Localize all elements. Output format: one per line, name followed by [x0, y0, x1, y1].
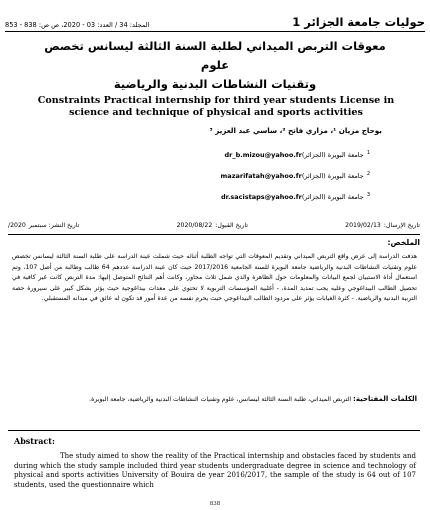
- arabic-keywords: [12, 394, 417, 406]
- arabic-title: [30, 37, 400, 94]
- affiliation-number: 1: [366, 150, 370, 156]
- english-title-line: Constraints Practical internship for third year students License in: [37, 95, 395, 106]
- affiliation-institution: جامعة البويرة (الجزائر): [301, 151, 364, 160]
- date-sent-value: 2019/02/13: [345, 222, 381, 229]
- affiliation-3: [209, 192, 370, 201]
- arabic-abstract-heading: الملخص:: [387, 238, 420, 247]
- journal-header: [5, 9, 425, 29]
- affiliation-1: [213, 150, 370, 159]
- english-title: [20, 95, 412, 119]
- header-divider: [5, 31, 425, 32]
- author-email: dr.sacistaps@yahoo.fr: [221, 193, 302, 202]
- author-list: بوحاج مزيان ¹، مزاري فاتح ²، ساسي عبد العزيز ³: [209, 126, 382, 135]
- date-published: [8, 222, 79, 234]
- date-accepted-value: 2020/08/22: [176, 222, 213, 229]
- english-abstract-heading: Abstract:: [14, 436, 55, 446]
- affiliation-institution: جامعة البويرة (الجزائر): [301, 172, 364, 181]
- arabic-title-line: وتقنيات النشاطات البدنية والرياضية: [113, 77, 317, 91]
- author-email: dr_b.mizou@yahoo.fr: [224, 151, 302, 160]
- date-sent-label: تاريخ الإرسال:: [383, 222, 420, 229]
- publication-dates: [8, 222, 420, 234]
- abstract-divider: [8, 430, 420, 431]
- dates-divider: [8, 234, 420, 235]
- journal-title: حوليات جامعة الجزائر 1: [292, 15, 425, 29]
- affiliation-number: 2: [366, 171, 370, 177]
- keywords-text: التربص الميداني، طلبة السنة الثالثة ليسانس، علوم وتقنيات النشاطات البدنية والرياضية، جامعة البويرة.: [89, 396, 352, 403]
- author-email: mazarifatah@yahoo.fr: [220, 172, 302, 181]
- date-accepted: [177, 222, 248, 234]
- date-published-label: تاريخ النشر: سبتمبر: [28, 222, 80, 229]
- english-abstract-body: The study aimed to show the reality of the Practical internship and obstacles faced by students and during which the study sample included third year students undergraduate degree in science and technology of physical and sports activities University of Bouira de year 2016/2017, the sample of the study is 64 out of 107 students, used the questionnaire which: [14, 452, 416, 489]
- page-number: 838: [209, 501, 221, 507]
- issue-info: المجلد: 34 / العدد: 03 - 2020، ص ص: 838 - 853: [5, 21, 150, 29]
- date-accepted-label: تاريخ القبول:: [215, 222, 248, 229]
- affiliation-2: [209, 171, 370, 180]
- english-title-line: science and technique of physical and sports activities: [69, 107, 363, 118]
- affiliation-institution: جامعة البويرة (الجزائر): [301, 193, 364, 202]
- date-sent: [345, 222, 420, 234]
- keywords-label: الكلمات المفتاحية:: [353, 395, 417, 403]
- affiliation-number: 3: [366, 192, 370, 198]
- date-published-value: 2020/: [8, 222, 26, 229]
- arabic-title-line: معوقات التربص الميداني لطلبة السنة الثالثة ليسانس تخصص علوم: [44, 39, 386, 72]
- arabic-abstract-body: هدفت الدراسة إلى عرض واقع التربص الميداني وتقديم المعوقات التي تواجه الطلبة أثنائه حيث شملت عينة الدراسة على طلبة السنة الثالثة ليسانس تخصص علوم وتقنيات النشاطات البدنية والرياضية جامعة البويرة للسنة الجامعية 2017/2016 حيث كان عينة الدراسة عددهم 64 طالب وطالبة من أصل 107، وتم استعمال أداة الاستبيان لجمع البيانات والمعلومات حول الظاهرة والذي شمل ثلاث محاور، وكانت أهم النتائج المتوصل إليها: مدة التربص كانت غير كافية في تحصيل الطالب البيداغوجي وعليه يجب تمديد المدة، - أغلبية المؤسسات التربوية لا تحتوي على معدات بيداغوجية حيث يؤثر بشكل كبير على سيرورة حصة التربية البدنية والرياضية. - كثرة الغيابات يؤثر على مردود الطالب البيداغوجي حيث يحرم نفسه من عدة أمور قد تكون له عائق في ميدانه المستقبلي.: [12, 253, 418, 303]
